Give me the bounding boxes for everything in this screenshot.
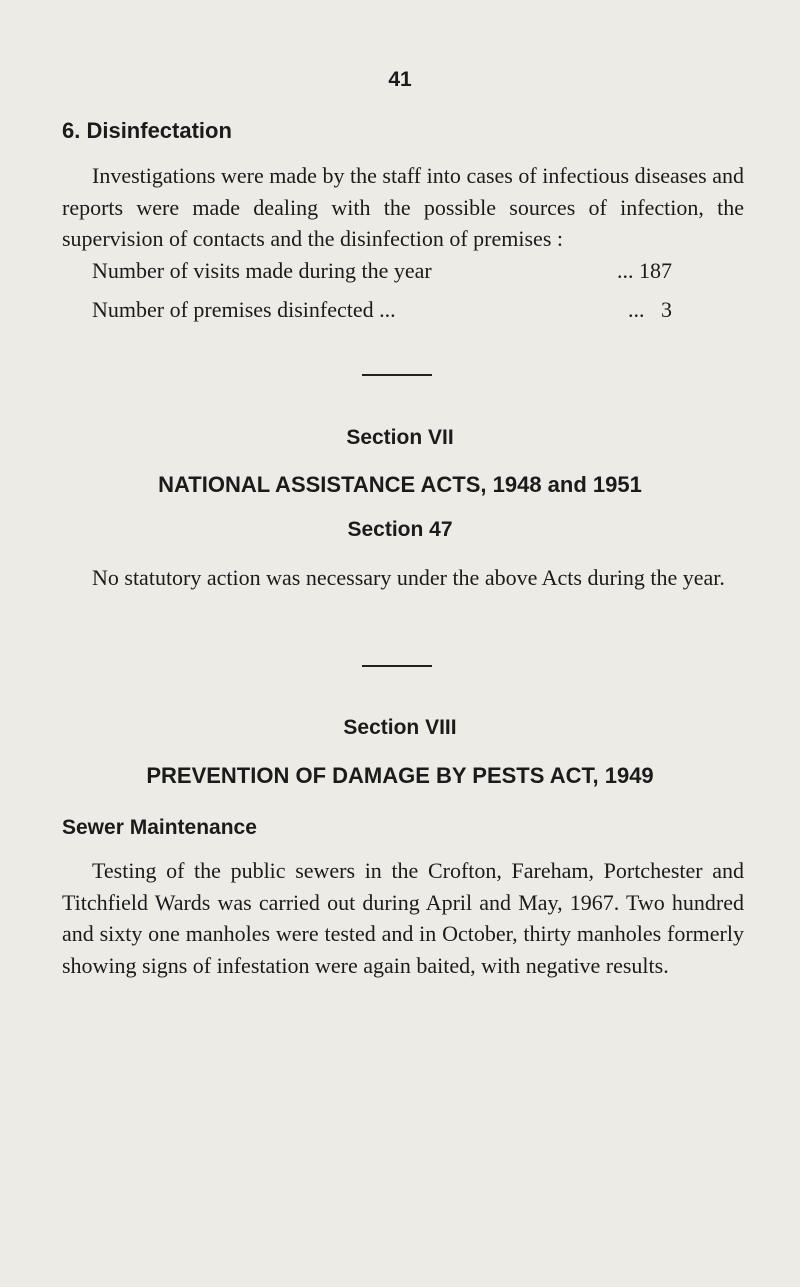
section-vii-paragraph — [62, 562, 744, 594]
page-number: 41 — [388, 68, 412, 91]
sewer-text: Testing of the public sewers in the Crofton, Fareham, Portchester and Titchfield Wards was carried out during April and May, 1967. Two hundred and sixty one manholes were tested and in October, thirty manholes formerly showing signs of infestation were again baited, with negative results. — [62, 858, 744, 978]
section-vii-text: No statutory action was necessary under the above Acts during the year. — [92, 565, 725, 590]
pests-act-heading: PREVENTION OF DAMAGE BY PESTS ACT, 1949 — [146, 763, 654, 788]
visits-value: ... 187 — [617, 258, 672, 283]
section-divider — [362, 374, 432, 376]
sewer-paragraph — [62, 855, 744, 981]
disinfectation-heading: 6. Disinfectation — [62, 118, 232, 143]
section-vii-title: Section VII — [346, 426, 454, 449]
sewer-maintenance-heading: Sewer Maintenance — [62, 816, 257, 839]
premises-label: Number of premises disinfected ... — [92, 297, 396, 322]
premises-row — [92, 297, 672, 323]
section-47-title: Section 47 — [347, 518, 453, 541]
visits-row — [92, 258, 672, 284]
national-assistance-acts-heading: NATIONAL ASSISTANCE ACTS, 1948 and 1951 — [158, 472, 642, 497]
visits-label: Number of visits made during the year — [92, 258, 432, 283]
section-divider — [362, 665, 432, 667]
section-viii-title: Section VIII — [343, 716, 457, 739]
disinfectation-paragraph — [62, 160, 744, 255]
disinfectation-text: Investigations were made by the staff into cases of infectious diseases and reports were made dealing with the possible sources of infection, the supervision of contacts and the disinfection of premises : — [62, 163, 744, 251]
premises-value: ... 3 — [628, 297, 672, 322]
